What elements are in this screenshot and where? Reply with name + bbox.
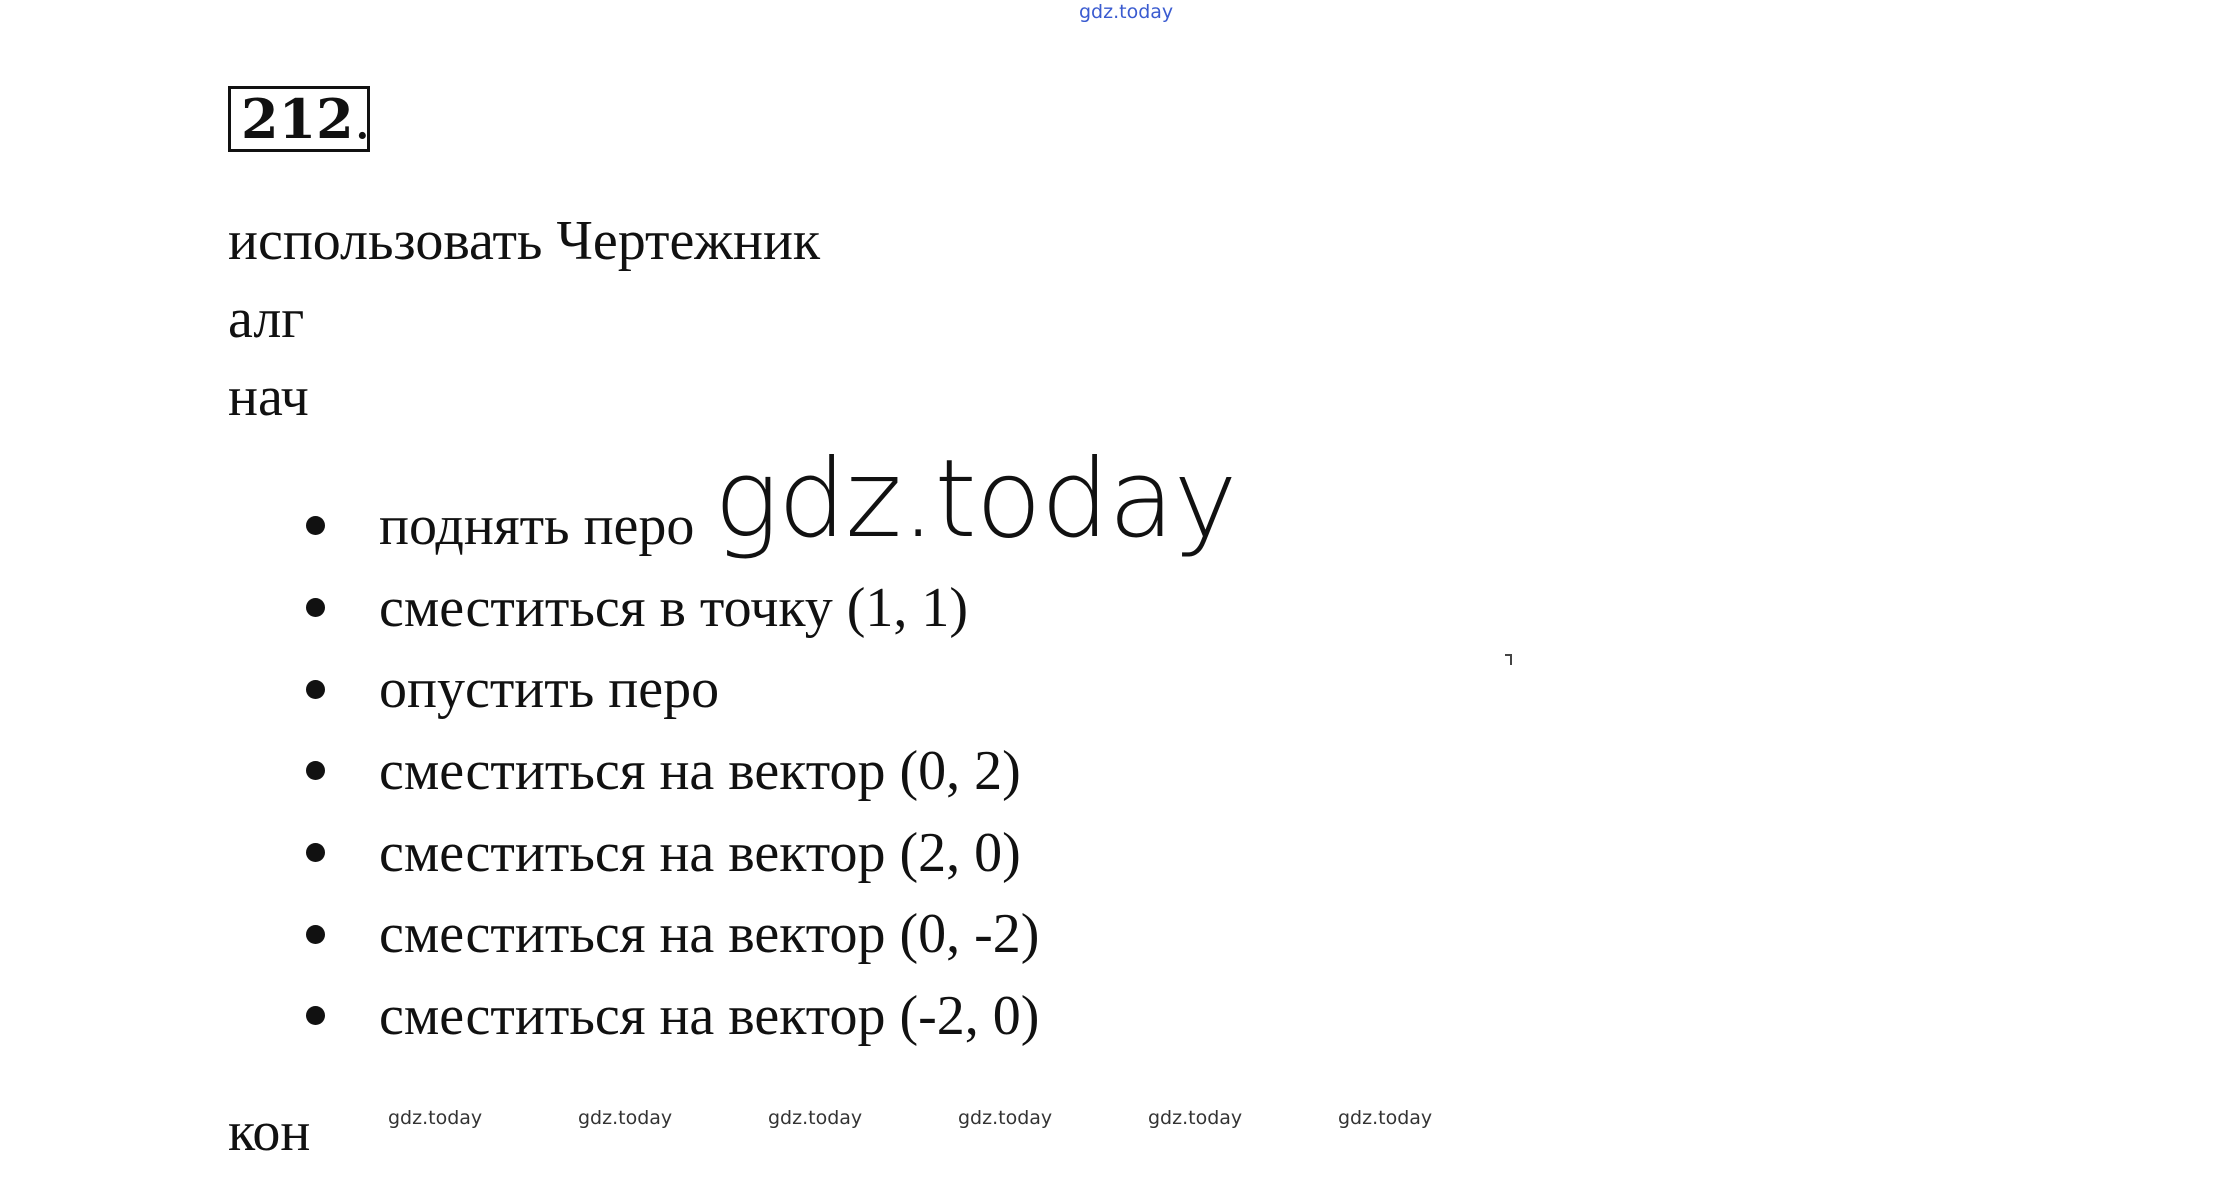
bottom-watermark: gdz.today [768, 1107, 863, 1129]
begin-line: нач [228, 366, 309, 428]
task-number: 212 [241, 87, 354, 151]
bottom-watermark: gdz.today [958, 1107, 1053, 1129]
step-text: опустить перо [379, 658, 720, 721]
step-text: сместиться на вектор (0, -2) [379, 903, 1040, 966]
step-text: сместиться на вектор (2, 0) [379, 821, 1021, 884]
bottom-watermarks [388, 1107, 1528, 1129]
main-watermark: gdz.today [714, 437, 1237, 562]
task-number-box [228, 86, 370, 152]
list-item [300, 648, 1039, 730]
alg-line: алг [228, 288, 305, 350]
bullet-icon [306, 516, 325, 535]
bullet-icon [306, 843, 325, 862]
task-number-suffix: . [353, 88, 371, 151]
bottom-watermark: gdz.today [1148, 1107, 1243, 1129]
end-line: кон [228, 1101, 311, 1163]
list-item [300, 567, 1039, 649]
list-item [300, 730, 1039, 812]
bullet-icon [306, 680, 325, 699]
bullet-icon [306, 761, 325, 780]
bullet-icon [306, 1006, 325, 1025]
bullet-icon [306, 598, 325, 617]
step-text: сместиться на вектор (-2, 0) [379, 984, 1040, 1047]
list-item [300, 893, 1039, 975]
step-text: сместиться в точку (1, 1) [379, 576, 969, 639]
list-item [300, 812, 1039, 894]
bottom-watermark: gdz.today [578, 1107, 673, 1129]
top-watermark: gdz.today [1079, 1, 1174, 23]
use-line: использовать Чертежник [228, 210, 821, 272]
stray-mark [1505, 654, 1512, 665]
step-text: поднять перо [379, 494, 695, 557]
list-item [300, 975, 1039, 1057]
bottom-watermark: gdz.today [388, 1107, 483, 1129]
step-text: сместиться на вектор (0, 2) [379, 739, 1021, 802]
program-steps [300, 485, 1039, 1057]
bottom-watermark: gdz.today [1338, 1107, 1433, 1129]
bullet-icon [306, 925, 325, 944]
